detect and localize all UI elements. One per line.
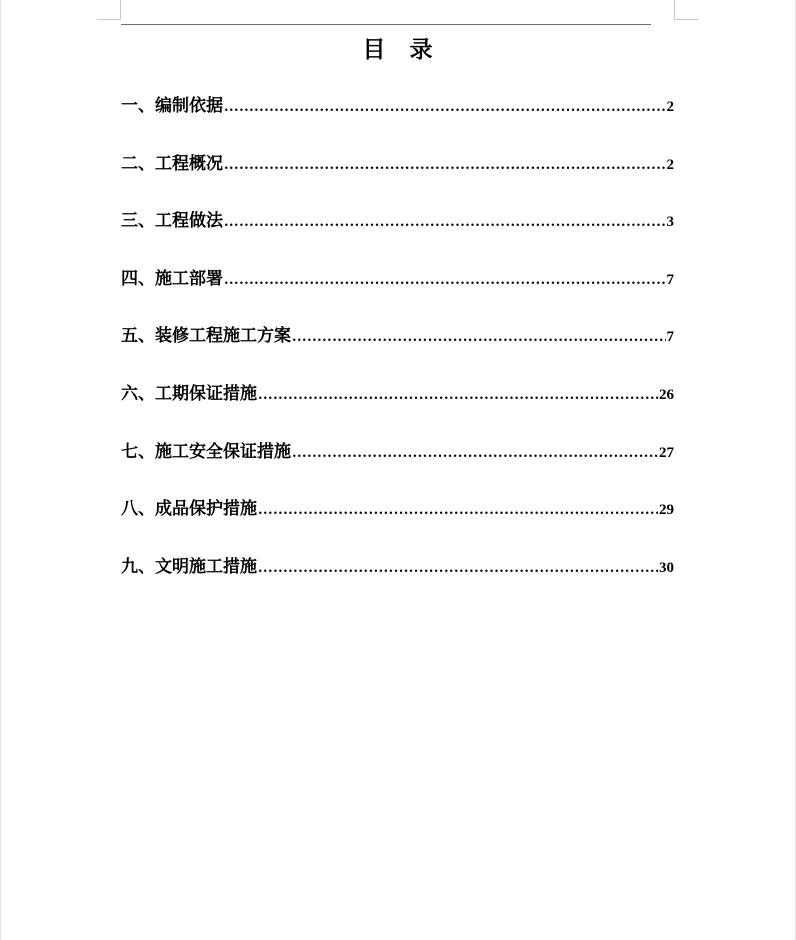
- toc-entry-page: 7: [666, 271, 674, 288]
- crop-mark-top-left-horizontal: [97, 19, 121, 20]
- toc-entry-page: 30: [659, 559, 674, 576]
- toc-entry-3[interactable]: [121, 206, 674, 264]
- toc-entry-page: 2: [666, 156, 674, 173]
- toc-entry-6[interactable]: [121, 379, 674, 437]
- toc-leader-dots: [224, 100, 666, 115]
- crop-mark-top-right-horizontal: [674, 19, 698, 20]
- toc-title: [121, 31, 674, 64]
- toc-entry-label: 一、编制依据: [121, 96, 223, 116]
- toc-entry-page: 7: [666, 329, 674, 346]
- toc-entry-label: 八、成品保护措施: [121, 499, 257, 520]
- toc-entry-1[interactable]: [121, 91, 674, 149]
- toc-entry-page: 3: [666, 214, 674, 231]
- toc-entry-4[interactable]: [121, 264, 674, 322]
- toc-entry-label: 四、施工部署: [121, 268, 223, 289]
- toc-entry-label: 九、文明施工措施: [121, 556, 257, 577]
- toc-title-char-2: 录: [409, 36, 433, 63]
- toc-entry-page: 29: [659, 502, 674, 519]
- toc-leader-dots: [258, 561, 658, 576]
- toc-entry-label: 三、工程做法: [121, 211, 223, 232]
- toc-entry-label: 七、施工安全保证措施: [121, 441, 291, 462]
- toc-entry-label: 二、工程概况: [121, 153, 223, 174]
- toc-entry-7[interactable]: [121, 437, 674, 495]
- toc-entry-label: 五、装修工程施工方案: [121, 326, 291, 347]
- toc-leader-dots: [224, 273, 666, 288]
- toc-leader-dots: [292, 446, 658, 461]
- toc-list: [121, 91, 674, 609]
- toc-entry-page: 2: [666, 99, 674, 115]
- crop-mark-top-right-vertical: [674, 0, 675, 19]
- toc-entry-9[interactable]: [121, 552, 674, 610]
- toc-leader-dots: [224, 158, 666, 173]
- toc-title-char-1: 目: [362, 36, 386, 63]
- toc-leader-dots: [224, 215, 666, 230]
- toc-entry-2[interactable]: [121, 149, 674, 207]
- toc-entry-page: 27: [659, 444, 674, 461]
- page-left-edge: [0, 0, 1, 940]
- toc-entry-8[interactable]: [121, 494, 674, 552]
- toc-leader-dots: [258, 388, 658, 403]
- toc-leader-dots: [292, 330, 666, 345]
- toc-leader-dots: [258, 503, 658, 518]
- toc-entry-label: 六、工期保证措施: [121, 383, 257, 404]
- header-rule: [121, 24, 651, 25]
- toc-entry-page: 26: [659, 386, 674, 403]
- toc-entry-5[interactable]: [121, 321, 674, 379]
- crop-mark-top-left-vertical: [120, 0, 121, 19]
